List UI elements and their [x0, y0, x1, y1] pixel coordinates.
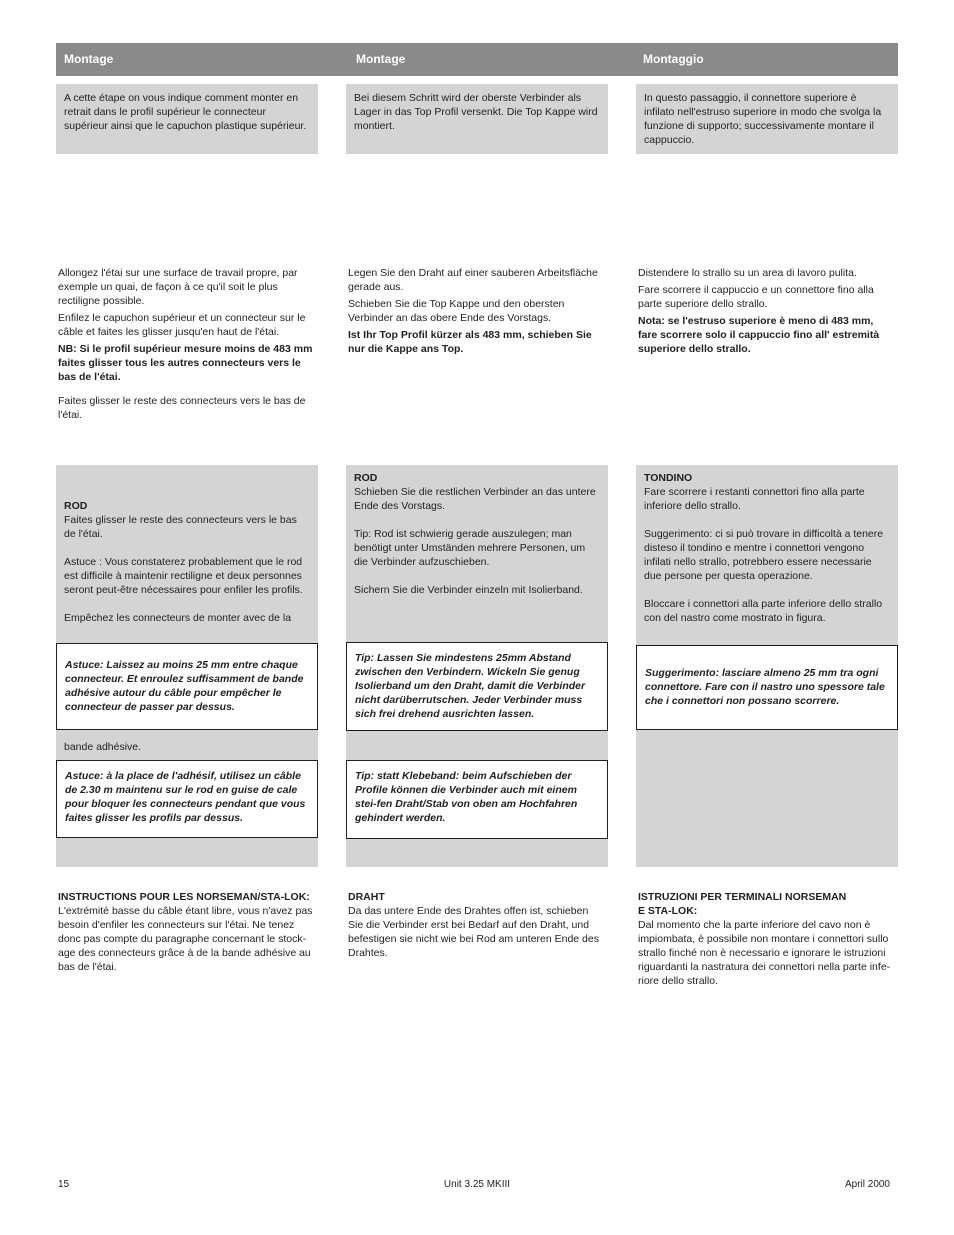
section3-de-p2: Tip: Rod ist schwierig gerade auszulegen; man benötigt unter Umständen mehrere Personen, um die Verbinder aufzuschieben.	[354, 528, 586, 568]
section3-de-p3: Sichern Sie die Verbinder einzeln mit Isolierband.	[354, 584, 583, 596]
header-it: Montaggio	[635, 43, 898, 76]
section4-de-heading: DRAHT	[348, 891, 385, 903]
section2-fr-p3: Faites glisser le reste des connecteurs vers le bas de l'étai.	[58, 395, 306, 421]
section2-it-note: Nota: se l'estruso superiore è meno di 483 mm, fare scorrere solo il cappuccio fino all' estremità superiore dello strallo.	[638, 315, 880, 355]
section3-it-p3: Bloccare i connettori alla parte inferiore dello strallo con del nastro come mostrato in figura.	[644, 598, 883, 624]
section4-de	[348, 890, 602, 960]
tip-box-de-2: Tip: statt Klebeband: beim Aufschieben der Profile können die Verbinder auch mit einem stei-fen Draht/Stab von oben am Hochfahren gehindert werden.	[346, 760, 608, 839]
tip-box-fr-1: Astuce: Laissez au moins 25 mm entre chaque connecteur. Et enroulez suffisamment de bande adhésive autour du câble pour empêcher le connecteur de passer par dessus.	[56, 643, 318, 730]
section3-de-p1: Schieben Sie die restlichen Verbinder an das untere Ende des Vorstags.	[354, 486, 596, 512]
section3-de-heading: ROD	[354, 472, 378, 484]
intro-text-fr: A cette étape on vous indique comment monter en retrait dans le profil supérieur le connecteur supérieur ainsi que le capuchon plastique supérieur.	[64, 92, 307, 132]
section2-it-p2: Fare scorrere il cappuccio e un connettore fino alla parte superiore dello strallo.	[638, 284, 874, 310]
tip-box-fr-2: Astuce: à la place de l'adhésif, utilisez un câble de 2.30 m maintenu sur le rod en guise de cale pour bloquer les connecteurs pendant que vous faites glisser les profils par dessus.	[56, 760, 318, 838]
section4-it-body: Dal momento che la parte inferiore del cavo non è impiombata, è possibile non montare i connettori sullo strallo finché non è necessario e ignorare le istruzioni riguardanti la nastratura dei connettori nella parte infe-riore dello strallo.	[638, 919, 891, 987]
section2-de	[348, 266, 608, 356]
section3-fr-heading: ROD	[64, 500, 88, 512]
tip-box-it-1: Suggerimento: lasciare almeno 25 mm tra ogni connettore. Fare con il nastro uno spessore tale che i connettori non possano scorrere.	[636, 645, 898, 730]
tip-box-de-1: Tip: Lassen Sie mindestens 25mm Abstand zwischen den Verbindern. Wickeln Sie genug Isolierband um den Draht, damit die Verbinder nicht darüberrutschen. Jeder Verbinder muss sich frei drehend ausrichten lassen.	[346, 642, 608, 731]
intro-text-it: In questo passaggio, il connettore superiore è infilato nell'estruso superiore in modo che svolga la funzione di supporto; successivamente montare il cappuccio.	[644, 92, 882, 146]
section3-de-body	[354, 471, 600, 597]
header-fr: Montage	[56, 43, 348, 76]
section4-fr	[58, 890, 316, 974]
section2-fr	[58, 266, 314, 422]
section3-it-p2: Suggerimento: ci si può trovare in difficoltà a tenere disteso il tondino e mentre i connettori vengono infilati nello strallo, potrebbero essere necessarie due persone per questa operazione.	[644, 528, 884, 582]
section2-fr-note: NB: Si le profil supérieur mesure moins de 483 mm faites glisser tous les autres connecteurs vers le bas de l'étai.	[58, 343, 313, 383]
section4-fr-body: L'extrémité basse du câble étant libre, vous n'avez pas besoin d'enfiler les connecteurs sur l'étai. Ne tenez donc pas compte du paragraphe concernant le stock-age des connecteurs grâce à de la bande adhésive au bas de l'étai.	[58, 905, 313, 973]
section2-de-note: Ist Ihr Top Profil kürzer als 483 mm, schieben Sie nur die Kappe ans Top.	[348, 329, 592, 355]
section3-fr-p2: Astuce : Vous constaterez probablement que le rod est difficile à maintenir rectiligne et deux personnes seront peut-être nécessaires pour enfiler les profils.	[64, 556, 303, 596]
section3-fr-p1: Faites glisser le reste des connecteurs vers le bas de l'étai.	[64, 514, 297, 540]
section2-it	[638, 266, 886, 356]
section2-it-p1: Distendere lo strallo su un area di lavoro pulita.	[638, 267, 857, 279]
footer-page-number: 15	[58, 1179, 70, 1190]
section3-fr-p4: bande adhésive.	[64, 741, 142, 753]
section2-fr-p1: Allongez l'étai sur une surface de travail propre, par exemple un quai, de façon à ce qu'il soit le plus rectiligne possible.	[58, 267, 298, 307]
section4-de-body: Da das untere Ende des Drahtes offen ist, schieben Sie die Verbinder erst bei Bedarf auf den Draht, und befestigen sie nicht wie bei Rod am unteren Ende des Drahtes.	[348, 905, 599, 959]
section4-it-heading: ISTRUZIONI PER TERMINALI NORSEMAN E STA-LOK:	[638, 891, 847, 917]
section3-it-body	[644, 471, 892, 625]
footer-date: April 2000	[844, 1179, 890, 1190]
header-de: Montage	[348, 43, 635, 76]
section3-it-heading: TONDINO	[644, 472, 693, 484]
footer-unit: Unit 3.25 MKIII	[443, 1179, 511, 1190]
section3-it-p1: Fare scorrere i restanti connettori fino alla parte inferiore dello strallo.	[644, 486, 865, 512]
section2-de-p1: Legen Sie den Draht auf einer sauberen Arbeitsfläche gerade aus.	[348, 267, 598, 293]
section2-de-p2: Schieben Sie die Top Kappe und den obersten Verbinder an das obere Ende des Vorstags.	[348, 298, 565, 324]
section3-fr-body	[64, 499, 310, 625]
section4-fr-heading: INSTRUCTIONS POUR LES NORSEMAN/STA-LOK:	[58, 891, 310, 903]
intro-text-de: Bei diesem Schritt wird der oberste Verbinder als Lager in das Top Profil versenkt. Die Top Kappe wird montiert.	[354, 92, 598, 132]
section4-it	[638, 890, 896, 988]
section3-fr-p3: Empêchez les connecteurs de monter avec de la	[64, 612, 292, 624]
section2-fr-p2: Enfilez le capuchon supérieur et un connecteur sur le câble et faites les glisser jusqu'en haut de l'étai.	[58, 312, 306, 338]
